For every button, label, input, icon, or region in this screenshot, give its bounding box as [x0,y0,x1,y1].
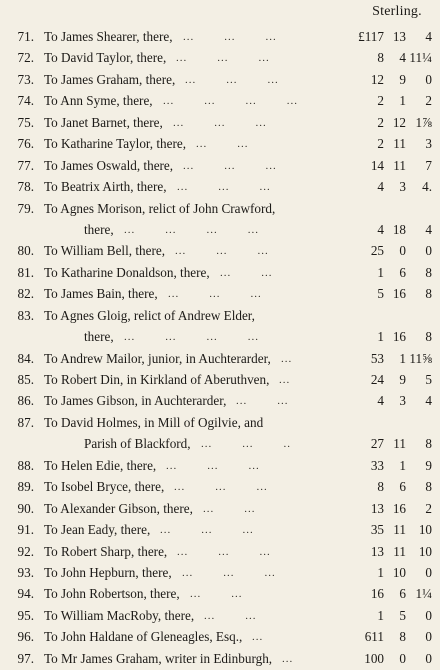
ledger-entry [0,648,440,669]
entry-number: 86. [17,393,34,409]
entry-number: 76. [17,136,34,152]
amount-pounds: 1 [377,607,384,623]
entry-line [0,541,440,562]
ledger-entry [0,240,440,261]
amount-pence: 0 [425,71,432,87]
entry-line [0,562,440,583]
entry-line [0,626,440,647]
ledger-entry [0,90,440,111]
amount-shillings: 16 [392,329,406,345]
entry-line [0,498,440,519]
ledger-entry [0,26,440,47]
leader-dots: ... ... [203,502,256,515]
amount-shillings: 8 [399,629,406,645]
amount-pence: 0 [425,629,432,645]
entry-number: 91. [17,522,34,538]
entry-text: To Katharine Donaldson, there, [44,264,210,280]
amount-pounds: 16 [370,586,384,602]
entry-line [0,219,440,240]
entry-line [0,326,440,347]
amount [336,433,436,454]
amount [336,541,436,562]
amount-pence: 5 [425,372,432,387]
amount-pounds: 12 [370,71,384,87]
leader-dots: ... ... [196,138,249,151]
amount-shillings: 12 [392,114,406,130]
entry-number: 78. [17,179,34,195]
amount-shillings: 1 [399,457,406,473]
amount-pounds: 1 [377,564,384,580]
ledger-entry [0,369,440,390]
entry-text: To David Taylor, there, [44,50,167,66]
entry-line [0,176,440,197]
leader-dots: ... ... ... ... [124,331,259,344]
entry-text: To John Hepburn, there, [44,564,172,580]
amount-pence: 2 [425,500,432,516]
leader-dots: ... ... ... [177,181,271,194]
amount-pounds: 25 [370,243,384,259]
entry-line [0,605,440,626]
entry-text: Parish of Blackford, [84,436,191,452]
ledger-entry [0,498,440,519]
entry-text: To James Bain, there, [44,286,158,302]
amount [336,47,436,68]
leader-dots: ... ... ... ... [163,95,298,108]
entry-line [0,26,440,47]
amount [336,219,436,240]
amount [336,348,436,369]
entry-text: To James Graham, there, [44,71,176,87]
amount-pence: 4 [425,393,432,409]
ledger-entry [0,455,440,476]
entry-text: To Katharine Taylor, there, [44,136,187,152]
entry-number: 80. [17,243,34,259]
entry-number: 83. [17,307,34,323]
amount [336,262,436,283]
leader-dots: ... ... ... [176,52,270,65]
amount [336,326,436,347]
amount-pounds: 35 [370,522,384,538]
leader-dots: ... ... ... [160,524,254,537]
amount-pence: 0 [425,564,432,580]
amount-pence: 10 [418,543,432,559]
amount-shillings: 13 [392,29,406,44]
entry-text: To William MacRoby, there, [44,607,195,623]
entry-text: To John Robertson, there, [44,586,180,602]
entry-number: 92. [17,543,34,559]
amount-pence: 8 [425,286,432,302]
ledger-entry [0,583,440,604]
amount-pence: 0 [425,650,432,666]
amount [336,26,436,47]
amount-shillings: 6 [399,586,406,602]
amount-pence: 7 [425,157,432,173]
amount-pounds: 24 [370,372,384,387]
amount-pence: 8 [425,436,432,452]
amount [336,90,436,111]
amount [336,112,436,133]
entry-number: 84. [17,350,34,366]
amount-shillings: 6 [399,264,406,280]
entry-line [0,519,440,540]
entry-number: 73. [17,71,34,87]
leader-dots: ... [281,352,293,365]
entry-text: To Mr James Graham, writer in Edinburgh, [44,650,273,666]
entry-line [0,112,440,133]
entry-text: To Janet Barnet, there, [44,114,163,130]
leader-dots: ... [282,652,294,665]
amount [336,283,436,304]
ledger-entry [0,283,440,304]
entry-text: To Jean Eady, there, [44,522,151,538]
amount-pounds: 8 [377,479,384,495]
entry-line [0,47,440,68]
amount [336,583,436,604]
entry-text: To Isobel Bryce, there, [44,479,165,495]
leader-dots: ... ... .. [201,438,291,451]
amount [336,69,436,90]
amount-pounds: 2 [377,114,384,130]
amount-pence: 4. [422,179,432,195]
amount-pence: 0 [425,607,432,623]
ledger-entry [0,626,440,647]
ledger-entry [0,476,440,497]
amount-pounds: 13 [370,500,384,516]
entry-number: 96. [17,629,34,645]
amount-pence: 8 [425,479,432,495]
entry-line [0,348,440,369]
amount [336,476,436,497]
ledger-entry [0,198,440,241]
amount-pounds: 13 [370,543,384,559]
amount-shillings: 5 [399,607,406,623]
leader-dots: ... ... ... [168,288,262,301]
amount-shillings: 10 [392,564,406,580]
amount-pounds: 8 [377,50,384,66]
amount-pence: 8 [425,329,432,345]
amount [336,240,436,261]
entry-text: To James Gibson, in Auchterarder, [44,393,227,409]
amount-shillings: 11 [393,436,406,452]
amount-pounds: 1 [377,329,384,345]
leader-dots: ... ... ... [182,566,276,579]
amount-pence: 1⅞ [415,114,432,130]
ledger-entry [0,348,440,369]
amount-pence: 4 [425,221,432,237]
amount-shillings: 11 [393,136,406,152]
ledger-entry [0,176,440,197]
ledger-entry [0,519,440,540]
entry-text: To Alexander Gibson, there, [44,500,193,516]
entry-text: To Agnes Gloig, relict of Andrew Elder, [44,307,255,323]
entry-text: To David Holmes, in Mill of Ogilvie, and [44,414,264,430]
entry-number: 71. [17,29,34,44]
amount-shillings: 16 [392,286,406,302]
entry-number: 82. [17,286,34,302]
entry-text: To William Bell, there, [44,243,165,259]
amount [336,562,436,583]
entry-line [0,390,440,411]
amount-shillings: 1 [399,350,406,366]
ledger-entry [0,305,440,348]
amount-pence: 2 [425,93,432,109]
amount-pounds: 53 [370,350,384,366]
entry-number: 77. [17,157,34,173]
entry-text: To James Oswald, there, [44,157,174,173]
amount-pence: 11⅝ [409,350,432,366]
entry-number: 79. [17,200,34,216]
entry-text: To James Shearer, there, [44,29,173,44]
ledger-entry [0,155,440,176]
leader-dots: ... ... ... [183,159,277,172]
amount-shillings: 11 [393,543,406,559]
entry-line [0,583,440,604]
amount-pence: 10 [418,522,432,538]
amount-pounds: 33 [370,457,384,473]
leader-dots: ... ... ... ... [124,223,259,236]
amount-shillings: 11 [393,522,406,538]
entry-number: 93. [17,564,34,580]
amount-pence: 0 [425,243,432,259]
amount-pence: 4 [425,29,432,44]
amount-pounds: 4 [377,221,384,237]
entry-line [0,133,440,154]
entry-number: 74. [17,93,34,109]
amount-pounds: 2 [377,93,384,109]
amount-shillings: 6 [399,479,406,495]
entry-line [0,240,440,261]
amount-shillings: 4 [399,50,406,66]
leader-dots: ... ... [236,395,289,408]
amount-shillings: 11 [393,157,406,173]
amount-pence: 3 [425,136,432,152]
leader-dots: ... ... [220,266,273,279]
leader-dots: ... ... ... [174,481,268,494]
entry-text: there, [84,329,114,345]
leader-dots: ... ... ... [177,545,271,558]
entry-line [0,198,440,219]
entry-text: To Andrew Mailor, junior, in Auchterarder, [44,350,271,366]
leader-dots: ... ... ... [173,116,267,129]
ledger-entry [0,262,440,283]
entry-number: 72. [17,50,34,66]
ledger-entry [0,390,440,411]
entry-number: 85. [17,372,34,387]
ledger-entry [0,69,440,90]
ledger-entry [0,562,440,583]
amount [336,626,436,647]
amount [336,176,436,197]
entry-line [0,262,440,283]
amount [336,498,436,519]
amount-shillings: 0 [399,650,406,666]
entry-line [0,283,440,304]
entry-line [0,69,440,90]
amount [336,605,436,626]
amount-shillings: 0 [399,243,406,259]
entry-text: To Agnes Morison, relict of John Crawford, [44,200,276,216]
entry-number: 94. [17,586,34,602]
entry-list [0,26,440,669]
leader-dots: ... [279,374,291,386]
entry-text: To Helen Edie, there, [44,457,157,473]
amount-pence: 1¼ [415,586,432,602]
entry-line [0,412,440,433]
entry-line [0,433,440,454]
entry-number: 97. [17,650,34,666]
leader-dots: ... ... ... [166,459,260,472]
entry-line [0,305,440,326]
leader-dots: ... ... [204,609,257,622]
amount-shillings: 1 [399,93,406,109]
entry-text: To Robert Din, in Kirkland of Aberuthven, [44,372,270,387]
amount-pounds: 100 [364,650,384,666]
amount-shillings: 16 [392,500,406,516]
entry-number: 95. [17,607,34,623]
amount [336,390,436,411]
leader-dots: ... [252,631,264,644]
ledger-entry [0,412,440,455]
amount-pounds: 4 [377,179,384,195]
entry-text: To Ann Syme, there, [44,93,153,109]
amount [336,519,436,540]
amount-pounds: £117 [358,29,384,44]
leader-dots: ... ... ... [175,245,269,258]
amount-pence: 9 [425,457,432,473]
currency-header: Sterling. [372,4,422,19]
entry-text: To John Haldane of Gleneagles, Esq., [44,629,243,645]
amount [336,648,436,669]
entry-line [0,90,440,111]
amount-pounds: 1 [377,264,384,280]
amount-shillings: 3 [399,179,406,195]
leader-dots: ... ... ... [185,73,279,86]
amount-pounds: 5 [377,286,384,302]
amount-pence: 11¼ [409,50,432,66]
ledger-entry [0,541,440,562]
entry-number: 88. [17,457,34,473]
ledger-entry [0,47,440,68]
entry-number: 89. [17,479,34,495]
entry-line [0,369,440,390]
amount-shillings: 3 [399,393,406,409]
entry-number: 81. [17,264,34,280]
entry-text: To Beatrix Airth, there, [44,179,167,195]
entry-line [0,155,440,176]
amount-pounds: 4 [377,393,384,409]
amount-shillings: 9 [399,372,406,387]
amount [336,133,436,154]
entry-number: 75. [17,114,34,130]
entry-line [0,476,440,497]
amount [336,369,436,390]
entry-number: 90. [17,500,34,516]
leader-dots: ... ... [190,588,243,601]
ledger-entry [0,112,440,133]
entry-text: To Robert Sharp, there, [44,543,168,559]
ledger-entry [0,133,440,154]
amount-shillings: 9 [399,71,406,87]
ledger-entry [0,605,440,626]
amount-pounds: 2 [377,136,384,152]
amount-pence: 8 [425,264,432,280]
amount-pounds: 14 [370,157,384,173]
entry-line [0,648,440,669]
leader-dots: ... ... ... [183,31,277,43]
entry-line [0,455,440,476]
entry-text: there, [84,221,114,237]
amount-pounds: 611 [364,629,384,645]
amount-pounds: 27 [370,436,384,452]
amount [336,455,436,476]
entry-number: 87. [17,414,34,430]
amount-shillings: 18 [392,221,406,237]
amount [336,155,436,176]
